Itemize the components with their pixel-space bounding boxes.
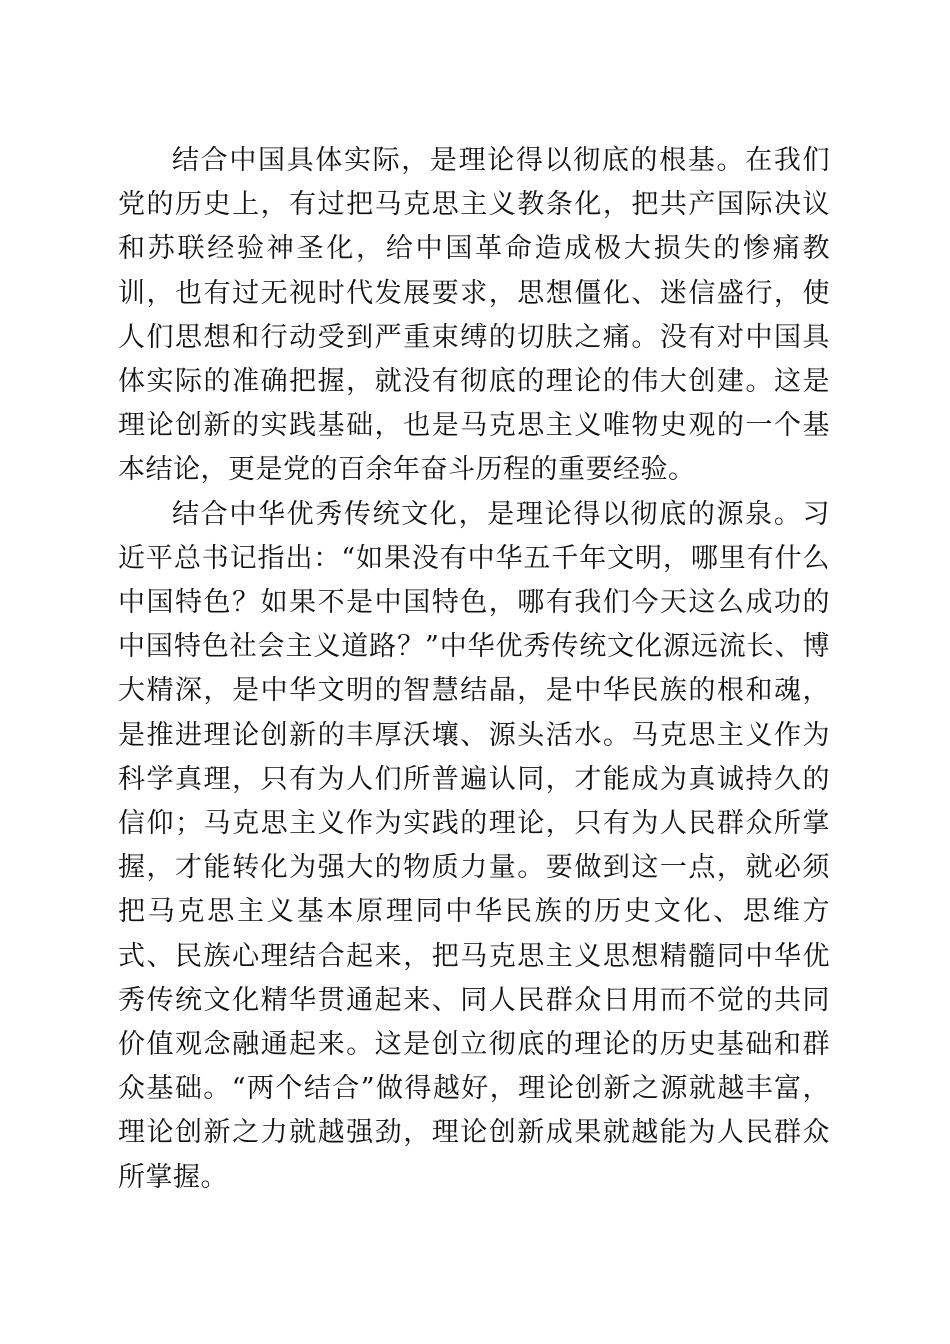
- document-body: [118, 139, 830, 1200]
- paragraph-2: 结合中华优秀传统文化，是理论得以彻底的源泉。习近平总书记指出：“如果没有中华五千年文明，哪里有什么中国特色？如果不是中国特色，哪有我们今天这么成功的中国特色社会主义道路？”中华优秀传统文化源远流长、博大精深，是中华文明的智慧结晶，是中华民族的根和魂，是推进理论创新的丰厚沃壤、源头活水。马克思主义作为科学真理，只有为人们所普遍认同，才能成为真诚持久的信仰；马克思主义作为实践的理论，只有为人民群众所掌握，才能转化为强大的物质力量。要做到这一点，就必须把马克思主义基本原理同中华民族的历史文化、思维方式、民族心理结合起来，把马克思主义思想精髓同中华优秀传统文化精华贯通起来、同人民群众日用而不觉的共同价值观念融通起来。这是创立彻底的理论的历史基础和群众基础。“两个结合”做得越好，理论创新之源就越丰富，理论创新之力就越强劲，理论创新成果就越能为人民群众所掌握。: [118, 498, 830, 1193]
- paragraph-1: 结合中国具体实际，是理论得以彻底的根基。在我们党的历史上，有过把马克思主义教条化，把共产国际决议和苏联经验神圣化，给中国革命造成极大损失的惨痛教训，也有过无视时代发展要求，思想僵化、迷信盛行，使人们思想和行动受到严重束缚的切肤之痛。没有对中国具体实际的准确把握，就没有彻底的理论的伟大创建。这是理论创新的实践基础，也是马克思主义唯物史观的一个基本结论，更是党的百余年奋斗历程的重要经验。: [118, 145, 830, 486]
